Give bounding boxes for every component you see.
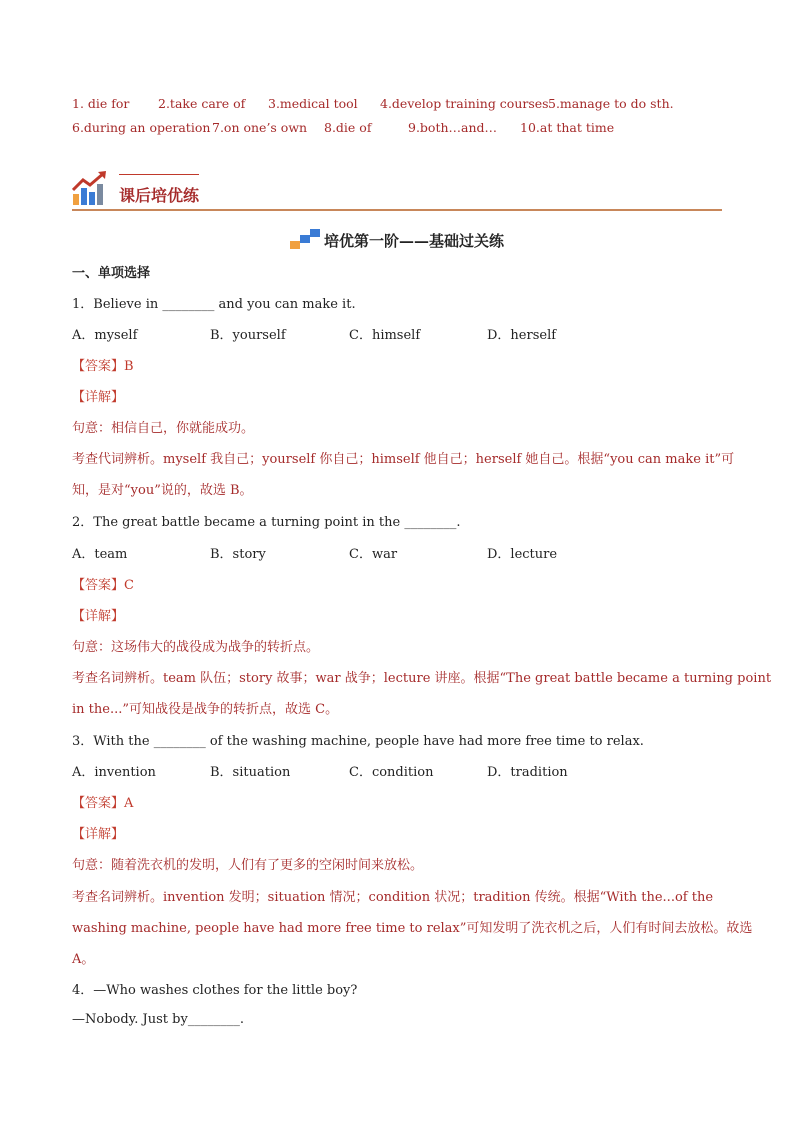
detail-label: 【详解】	[72, 827, 125, 842]
option-a: A．myself	[72, 328, 138, 343]
phrase-item: 9.both…and…	[408, 120, 498, 135]
analysis-text: in the...”可知战役是战争的转折点，故选 C。	[72, 702, 339, 717]
section-title	[0, 229, 794, 251]
phrase-item: 10.at that time	[520, 120, 615, 135]
analysis-text: 考查代词辨析。myself 我自己；yourself 你自己；himself 他自己；herself 她自己。根据“you can make it”可	[72, 452, 735, 467]
header-divider	[72, 209, 722, 211]
option-a: A．invention	[72, 765, 156, 780]
option-b: B．story	[210, 547, 266, 562]
sentence-meaning: 句意：随着洗衣机的发明，人们有了更多的空闲时间来放松。	[72, 858, 424, 873]
sentence-meaning: 句意：这场伟大的战役成为战争的转折点。	[72, 640, 320, 655]
analysis-text: A。	[72, 952, 95, 967]
question-stem: 4．—Who washes clothes for the little boy?	[72, 983, 358, 998]
detail-label: 【详解】	[72, 390, 125, 405]
option-d: D．lecture	[487, 547, 558, 562]
analysis-text: 知，是对“you”说的，故选 B。	[72, 483, 253, 498]
phrase-item: 7.on one’s own	[212, 120, 308, 135]
section-title-text: 培优第一阶——基础过关练	[323, 232, 504, 250]
option-d: D．herself	[487, 328, 557, 343]
question-stem: 1．Believe in ________ and you can make it.	[72, 297, 356, 312]
phrase-item: 5.manage to do sth.	[548, 96, 674, 111]
sentence-meaning: 句意：相信自己，你就能成功。	[72, 421, 255, 436]
detail-label: 【详解】	[72, 609, 125, 624]
steps-icon	[290, 229, 320, 249]
analysis-text: 考查名词辨析。invention 发明；situation 情况；condition 状况；tradition 传统。根据“With the...of the	[72, 890, 714, 905]
growth-chart-icon	[72, 170, 108, 206]
option-c: C．war	[349, 547, 398, 562]
question-stem-response: —Nobody. Just by________.	[72, 1012, 244, 1027]
header-underline-accent	[119, 174, 199, 175]
answer-label: 【答案】B	[72, 359, 134, 374]
phrase-item: 1. die for	[72, 96, 130, 111]
option-c: C．condition	[349, 765, 434, 780]
question-stem: 2．The great battle became a turning point in the ________.	[72, 515, 461, 530]
option-c: C．himself	[349, 328, 421, 343]
analysis-text: washing machine, people have had more free time to relax”可知发明了洗衣机之后，人们有时间去放松。故选	[72, 921, 753, 936]
phrase-item: 6.during an operation	[72, 120, 211, 135]
option-b: B．yourself	[210, 328, 286, 343]
option-d: D．tradition	[487, 765, 568, 780]
phrase-item: 2.take care of	[158, 96, 246, 111]
header-title: 课后培优练	[119, 186, 200, 205]
option-b: B．situation	[210, 765, 291, 780]
phrase-item: 4.develop training courses	[380, 96, 549, 111]
question-stem: 3．With the ________ of the washing machine, people have had more free time to relax.	[72, 734, 644, 749]
answer-label: 【答案】A	[72, 796, 134, 811]
answer-label: 【答案】C	[72, 578, 134, 593]
phrase-item: 3.medical tool	[268, 96, 358, 111]
option-a: A．team	[72, 547, 128, 562]
phrase-item: 8.die of	[324, 120, 372, 135]
analysis-text: 考查名词辨析。team 队伍；story 故事；war 战争；lecture 讲座。根据“The great battle became a turning point	[72, 671, 772, 686]
question-category: 一、单项选择	[72, 266, 151, 281]
